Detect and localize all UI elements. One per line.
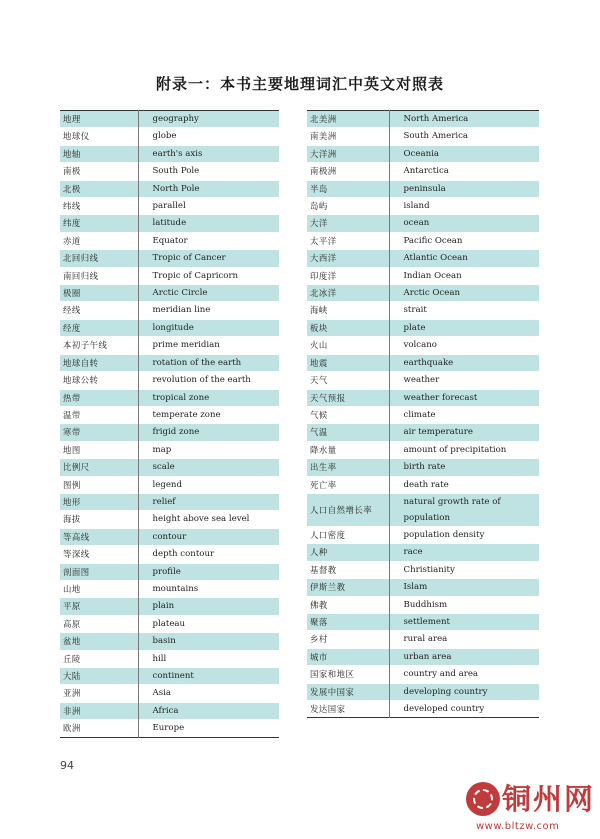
term-chinese: 板块: [307, 319, 389, 336]
term-chinese: 热带: [60, 389, 138, 406]
term-chinese: 剖面图: [60, 563, 138, 580]
table-row: [60, 198, 279, 215]
term-english: tropical zone: [138, 389, 279, 406]
term-english: Arctic Circle: [138, 285, 279, 302]
term-english: map: [138, 441, 279, 458]
table-row: [307, 579, 539, 596]
table-row: [307, 441, 539, 458]
term-english: plateau: [138, 615, 279, 632]
term-chinese: 亚洲: [60, 685, 138, 702]
term-english: weather forecast: [389, 389, 539, 406]
term-chinese: 国家和地区: [307, 666, 389, 683]
term-chinese: 大洋洲: [307, 145, 389, 162]
term-english: depth contour: [138, 546, 279, 563]
table-row: [307, 232, 539, 249]
watermark-brand: 铜州网: [502, 782, 596, 816]
term-english: Oceania: [389, 145, 539, 162]
term-chinese: 大西洋: [307, 250, 389, 267]
term-chinese: 天气: [307, 372, 389, 389]
term-english: revolution of the earth: [138, 372, 279, 389]
table-row: [60, 563, 279, 580]
term-chinese: 伊斯兰教: [307, 579, 389, 596]
term-english: temperate zone: [138, 406, 279, 423]
table-row: [307, 319, 539, 336]
term-chinese: 盆地: [60, 633, 138, 650]
term-chinese: 太平洋: [307, 232, 389, 249]
term-english: settlement: [389, 613, 539, 630]
term-chinese: 温带: [60, 406, 138, 423]
term-english: Tropic of Cancer: [138, 250, 279, 267]
table-row: [307, 389, 539, 406]
term-english: race: [389, 544, 539, 561]
table-row: [307, 459, 539, 476]
table-row: [307, 163, 539, 180]
term-english: plain: [138, 598, 279, 615]
term-english: developed country: [389, 701, 539, 718]
term-english: Equator: [138, 232, 279, 249]
table-row: [60, 598, 279, 615]
term-chinese: 大洋: [307, 215, 389, 232]
term-chinese: 北回归线: [60, 250, 138, 267]
term-english: Asia: [138, 685, 279, 702]
table-row: [307, 544, 539, 561]
term-chinese: 等深线: [60, 546, 138, 563]
term-english: ocean: [389, 215, 539, 232]
term-english: Christianity: [389, 561, 539, 578]
term-english: earth's axis: [138, 145, 279, 162]
table-row: [307, 111, 539, 128]
term-english: relief: [138, 493, 279, 510]
table-row: [60, 250, 279, 267]
table-row: [307, 180, 539, 197]
table-row: [307, 561, 539, 578]
term-english: North Pole: [138, 180, 279, 197]
term-english: urban area: [389, 648, 539, 665]
table-row: [307, 526, 539, 543]
table-row: [307, 285, 539, 302]
term-english: meridian line: [138, 302, 279, 319]
table-row: [307, 476, 539, 493]
term-chinese: 高原: [60, 615, 138, 632]
term-chinese: 地球公转: [60, 372, 138, 389]
page-title: 附录一：本书主要地理词汇中英文对照表: [155, 75, 444, 93]
term-english: continent: [138, 668, 279, 685]
term-chinese: 气温: [307, 424, 389, 441]
table-row: [60, 580, 279, 597]
table-row: [307, 683, 539, 700]
table-row: [60, 702, 279, 719]
term-english: Africa: [138, 702, 279, 719]
table-row: [60, 424, 279, 441]
term-chinese: 寒带: [60, 424, 138, 441]
term-english: island: [389, 198, 539, 215]
term-chinese: 半岛: [307, 180, 389, 197]
term-chinese: 海峡: [307, 302, 389, 319]
table-row: [60, 232, 279, 249]
table-row: [60, 720, 279, 737]
term-chinese: 发达国家: [307, 701, 389, 718]
term-chinese: 欧洲: [60, 720, 138, 737]
term-english: weather: [389, 372, 539, 389]
term-chinese: 极圈: [60, 285, 138, 302]
table-row: [60, 163, 279, 180]
table-row: [60, 406, 279, 423]
table-row: [307, 596, 539, 613]
table-row: [307, 493, 539, 526]
term-chinese: 大陆: [60, 668, 138, 685]
term-chinese: 北极: [60, 180, 138, 197]
term-chinese: 人口密度: [307, 526, 389, 543]
table-row: [60, 180, 279, 197]
table-row: [307, 406, 539, 423]
term-english: globe: [138, 128, 279, 145]
table-row: [307, 215, 539, 232]
term-english: South America: [389, 128, 539, 145]
table-row: [60, 459, 279, 476]
term-chinese: 海拔: [60, 511, 138, 528]
term-chinese: 聚落: [307, 613, 389, 630]
seal-icon: [466, 782, 500, 816]
term-english: parallel: [138, 198, 279, 215]
term-english: Buddhism: [389, 596, 539, 613]
term-english: death rate: [389, 476, 539, 493]
term-chinese: 城市: [307, 648, 389, 665]
table-row: [307, 198, 539, 215]
term-chinese: 人口自然增长率: [307, 493, 389, 526]
table-row: [60, 285, 279, 302]
vocabulary-table-right: [307, 110, 539, 718]
term-chinese: 南极洲: [307, 163, 389, 180]
term-english: plate: [389, 319, 539, 336]
table-row: [60, 546, 279, 563]
term-chinese: 丘陵: [60, 650, 138, 667]
term-chinese: 南美洲: [307, 128, 389, 145]
table-row: [307, 337, 539, 354]
term-chinese: 纬度: [60, 215, 138, 232]
term-english: hill: [138, 650, 279, 667]
term-chinese: 赤道: [60, 232, 138, 249]
term-english: natural growth rate of population: [389, 493, 539, 526]
term-english: Indian Ocean: [389, 267, 539, 284]
table-row: [60, 615, 279, 632]
term-english: earthquake: [389, 354, 539, 371]
term-english: climate: [389, 406, 539, 423]
page-number: 94: [60, 759, 74, 772]
term-chinese: 基督教: [307, 561, 389, 578]
table-row: [60, 668, 279, 685]
table-row: [60, 372, 279, 389]
table-row: [307, 128, 539, 145]
table-row: [60, 145, 279, 162]
vocabulary-table-left: [60, 110, 279, 738]
term-chinese: 乡村: [307, 631, 389, 648]
term-chinese: 经线: [60, 302, 138, 319]
table-row: [307, 648, 539, 665]
term-english: North America: [389, 111, 539, 128]
term-chinese: 地球自转: [60, 354, 138, 371]
term-english: Islam: [389, 579, 539, 596]
term-english: mountains: [138, 580, 279, 597]
table-row: [60, 441, 279, 458]
table-row: [60, 215, 279, 232]
term-english: Tropic of Capricorn: [138, 267, 279, 284]
term-english: population density: [389, 526, 539, 543]
term-chinese: 南极: [60, 163, 138, 180]
table-row: [60, 650, 279, 667]
table-row: [60, 128, 279, 145]
table-row: [307, 145, 539, 162]
term-english: legend: [138, 476, 279, 493]
term-english: latitude: [138, 215, 279, 232]
term-english: Atlantic Ocean: [389, 250, 539, 267]
term-english: rotation of the earth: [138, 354, 279, 371]
term-english: South Pole: [138, 163, 279, 180]
table-row: [307, 701, 539, 718]
term-chinese: 地形: [60, 493, 138, 510]
term-chinese: 印度洋: [307, 267, 389, 284]
term-english: profile: [138, 563, 279, 580]
term-chinese: 本初子午线: [60, 337, 138, 354]
term-chinese: 发展中国家: [307, 683, 389, 700]
term-english: longitude: [138, 319, 279, 336]
term-chinese: 纬线: [60, 198, 138, 215]
table-row: [307, 424, 539, 441]
table-row: [60, 302, 279, 319]
term-english: contour: [138, 528, 279, 545]
table-row: [60, 354, 279, 371]
table-row: [307, 302, 539, 319]
term-chinese: 地轴: [60, 145, 138, 162]
table-row: [60, 337, 279, 354]
watermark-url: www.bltzw.com: [476, 821, 560, 832]
term-english: scale: [138, 459, 279, 476]
table-row: [307, 267, 539, 284]
term-chinese: 人种: [307, 544, 389, 561]
term-english: country and area: [389, 666, 539, 683]
term-english: volcano: [389, 337, 539, 354]
table-row: [60, 476, 279, 493]
term-chinese: 降水量: [307, 441, 389, 458]
term-english: prime meridian: [138, 337, 279, 354]
term-chinese: 出生率: [307, 459, 389, 476]
term-chinese: 死亡率: [307, 476, 389, 493]
term-chinese: 南回归线: [60, 267, 138, 284]
term-english: height above sea level: [138, 511, 279, 528]
term-chinese: 比例尺: [60, 459, 138, 476]
watermark-logo: [466, 779, 596, 837]
term-chinese: 佛教: [307, 596, 389, 613]
table-row: [60, 111, 279, 128]
term-chinese: 气候: [307, 406, 389, 423]
table-row: [307, 666, 539, 683]
table-row: [307, 613, 539, 630]
table-row: [60, 528, 279, 545]
term-chinese: 地球仪: [60, 128, 138, 145]
term-chinese: 山地: [60, 580, 138, 597]
term-chinese: 天气预报: [307, 389, 389, 406]
term-chinese: 北美洲: [307, 111, 389, 128]
term-english: birth rate: [389, 459, 539, 476]
term-chinese: 图例: [60, 476, 138, 493]
term-english: air temperature: [389, 424, 539, 441]
term-chinese: 等高线: [60, 528, 138, 545]
term-chinese: 北冰洋: [307, 285, 389, 302]
term-english: basin: [138, 633, 279, 650]
table-row: [60, 267, 279, 284]
term-chinese: 地理: [60, 111, 138, 128]
table-row: [60, 685, 279, 702]
term-english: amount of precipitation: [389, 441, 539, 458]
table-row: [60, 319, 279, 336]
term-english: Europe: [138, 720, 279, 737]
term-chinese: 平原: [60, 598, 138, 615]
term-chinese: 地震: [307, 354, 389, 371]
term-chinese: 地图: [60, 441, 138, 458]
table-row: [307, 354, 539, 371]
table-row: [307, 372, 539, 389]
term-english: developing country: [389, 683, 539, 700]
term-english: Arctic Ocean: [389, 285, 539, 302]
table-row: [307, 250, 539, 267]
term-english: Pacific Ocean: [389, 232, 539, 249]
table-row: [60, 389, 279, 406]
term-english: strait: [389, 302, 539, 319]
table-row: [307, 631, 539, 648]
term-english: Antarctica: [389, 163, 539, 180]
term-english: peninsula: [389, 180, 539, 197]
term-chinese: 火山: [307, 337, 389, 354]
term-chinese: 岛屿: [307, 198, 389, 215]
term-english: frigid zone: [138, 424, 279, 441]
term-chinese: 经度: [60, 319, 138, 336]
term-chinese: 非洲: [60, 702, 138, 719]
term-english: geography: [138, 111, 279, 128]
table-row: [60, 511, 279, 528]
table-row: [60, 493, 279, 510]
table-row: [60, 633, 279, 650]
term-english: rural area: [389, 631, 539, 648]
